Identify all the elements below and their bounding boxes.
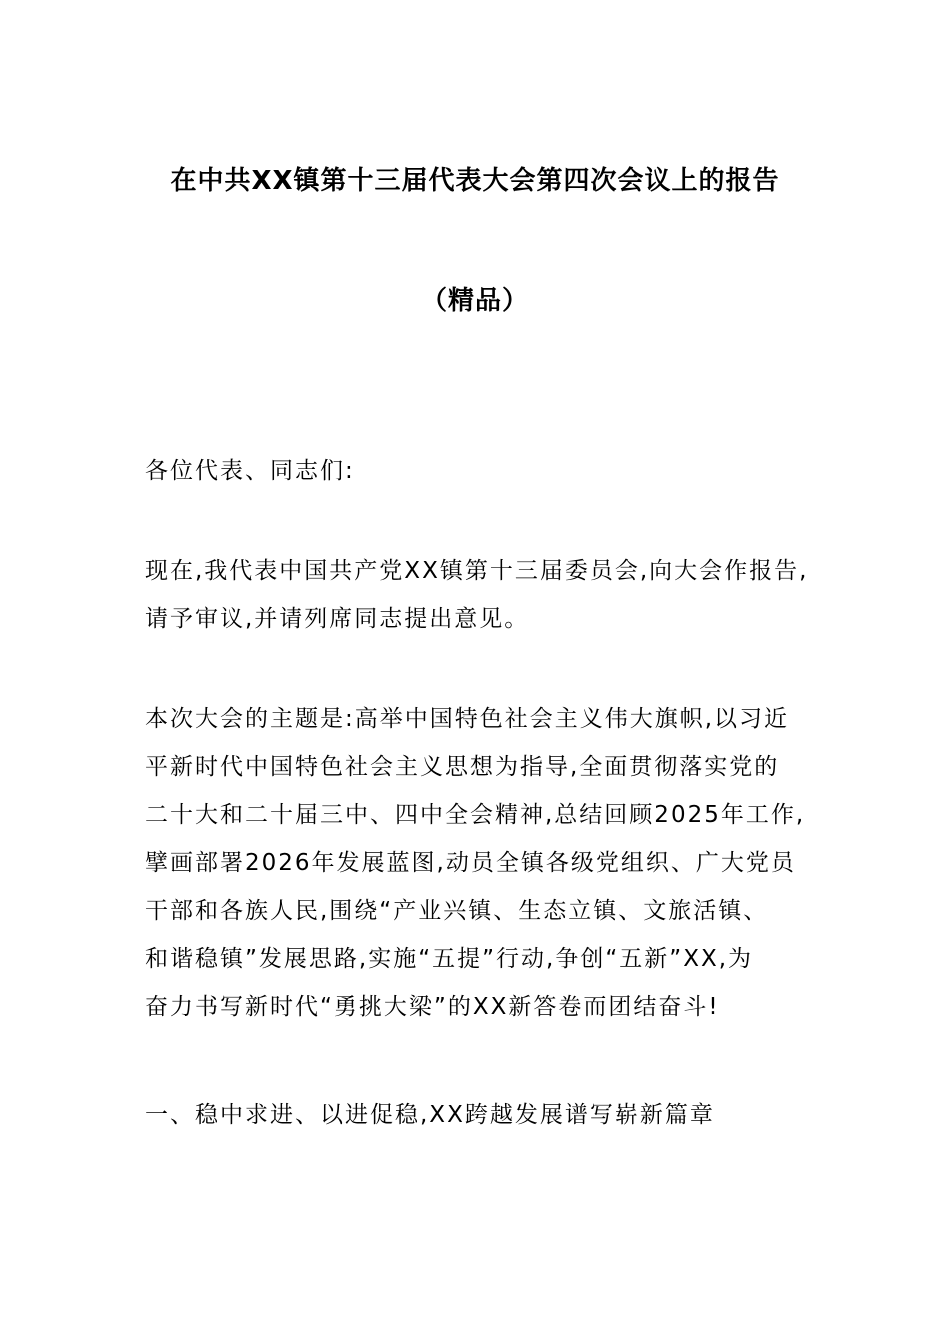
salutation: 各位代表、同志们: bbox=[145, 458, 355, 484]
paragraph-line: 和谐稳镇”发展思路,实施“五提”行动,争创“五新”XX,为 bbox=[145, 946, 754, 972]
paragraph-line: 平新时代中国特色社会主义思想为指导,全面贯彻落实党的 bbox=[145, 754, 780, 780]
paragraph-1 bbox=[145, 547, 815, 643]
paragraph-line: 请予审议,并请列席同志提出意见。 bbox=[145, 606, 530, 632]
paragraph-line: 本次大会的主题是:高举中国特色社会主义伟大旗帜,以习近 bbox=[145, 706, 790, 732]
document-title: 在中共XX镇第十三届代表大会第四次会议上的报告 bbox=[170, 166, 780, 196]
section-heading: 一、稳中求进、以进促稳,XX跨越发展谱写崭新篇章 bbox=[145, 1102, 715, 1128]
paragraph-2 bbox=[145, 695, 815, 1031]
paragraph-line: 奋力书写新时代“勇挑大梁”的XX新答卷而团结奋斗! bbox=[145, 994, 720, 1020]
paragraph-line: 现在,我代表中国共产党XX镇第十三届委员会,向大会作报告, bbox=[145, 558, 809, 584]
paragraph-line: 二十大和二十届三中、四中全会精神,总结回顾2025年工作, bbox=[145, 802, 806, 828]
document-subtitle: （精品） bbox=[420, 286, 529, 316]
paragraph-line: 擘画部署2026年发展蓝图,动员全镇各级党组织、广大党员 bbox=[145, 850, 796, 876]
paragraph-line: 干部和各族人民,围绕“产业兴镇、生态立镇、文旅活镇、 bbox=[145, 898, 769, 924]
